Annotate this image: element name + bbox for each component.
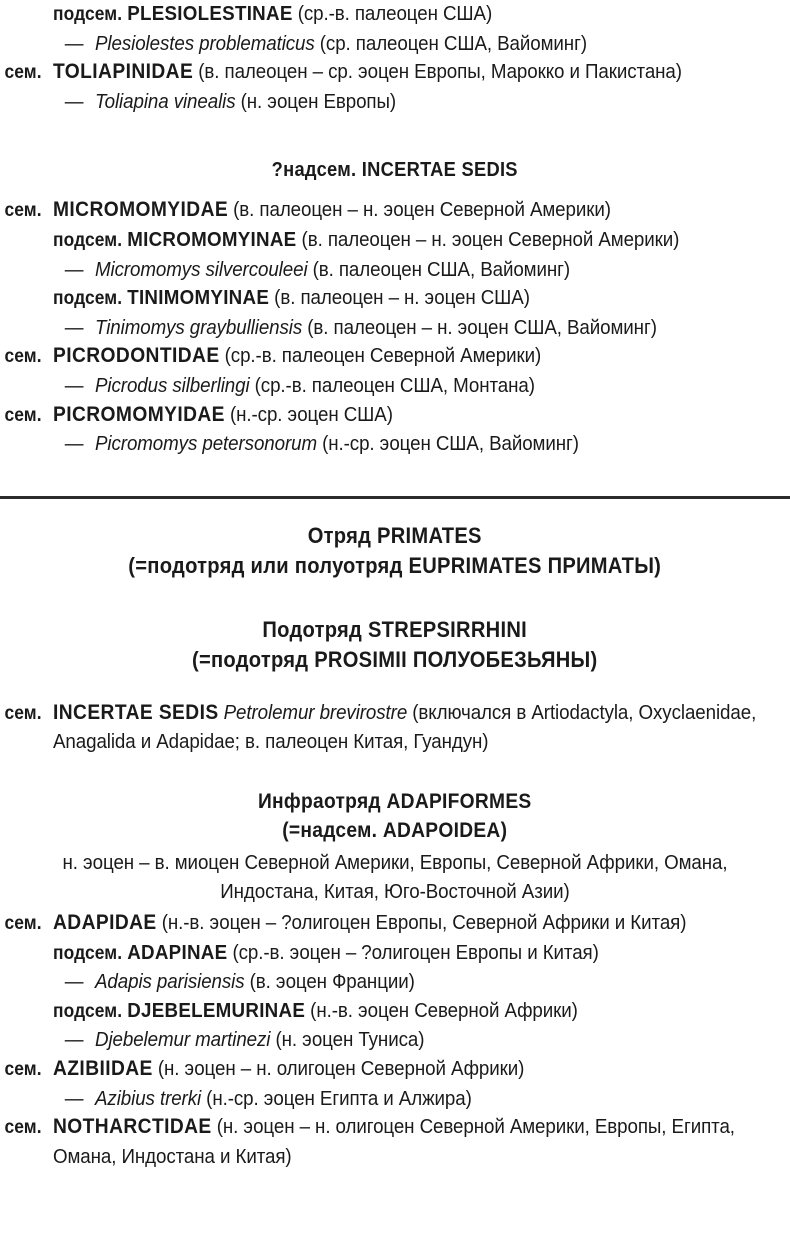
rank-label-family: сем. [4,404,42,426]
rank-label-family: сем. [4,200,42,222]
spacer [0,757,790,787]
taxon-list-adapiformes [0,909,790,1171]
spacer [0,675,790,699]
infraorder-title-line2: (=надсем. ADAPOIDEA) [282,818,508,842]
taxon-name: PICROMOMYIDAE [53,402,225,426]
taxon-name: TINIMOMYINAE [127,286,270,310]
taxon-row-family-adapidae [0,909,790,939]
taxon-row-species [0,88,790,117]
species-range: (ср. палеоцен США, Вайоминг) [319,31,587,55]
species-range: (н. эоцен Европы) [240,89,397,113]
taxon-name: ADAPINAE [127,940,228,964]
taxon-name: PLESIOLESTINAE [127,2,293,25]
taxon-row-species [0,1085,790,1114]
taxon-range: (в. палеоцен – н. эоцен Северной Америки) [301,227,680,251]
species-range: (в. палеоцен США, Вайоминг) [312,257,571,281]
order-title-line1: Отряд PRIMATES [307,522,483,548]
taxon-range: (н.-ср. эоцен США) [229,402,393,426]
taxon-name: ADAPIDAE [53,911,157,935]
taxon-name: PICRODONTIDAE [53,344,220,368]
taxon-range: (ср.-в. эоцен – ?олигоцен Европы и Китая) [232,940,599,964]
bullet-dash-icon: — [64,970,84,994]
spacer [0,459,790,496]
species-range: (в. эоцен Франции) [249,970,415,994]
bullet-dash-icon: — [64,31,84,55]
species-name: Tinimomys graybulliensis [95,315,303,339]
rank-label-family: сем. [4,346,42,368]
taxon-name: AZIBIIDAE [53,1057,153,1081]
spacer [0,581,790,615]
taxon-row-species [0,968,790,997]
taxon-list-plesiadapiformes [0,0,790,116]
taxon-name: NOTHARCTIDAE [53,1115,212,1139]
rank-label-family: сем. [4,1059,42,1081]
taxon-row-family-azibiidae [0,1055,790,1085]
species-name: Azibius trerki [95,1086,202,1110]
taxon-range: (включался в Artiodactyla, Oxyclaenidae, Anagalida и Adapidae; в. палеоцен Китая, Гуандун) [53,700,757,754]
taxon-row-species [0,372,790,401]
species-name: Picrodus silberlingi [95,373,250,397]
bullet-dash-icon: — [64,1028,84,1052]
infraorder-title-line1: Инфраотряд ADAPIFORMES [258,789,532,813]
taxon-row-species [0,1026,790,1055]
species-name: Micromomys silvercouleei [95,257,308,281]
species-name: Adapis parisiensis [95,970,245,994]
rank-label-subfamily: подсем. [53,942,123,964]
taxon-row-species [0,30,790,59]
spacer [0,184,790,196]
bullet-dash-icon: — [64,315,84,339]
rank-label-family: сем. [4,62,42,84]
species-name: Picromomys petersonorum [95,432,318,456]
spacer [0,116,790,156]
taxon-range: (ср.-в. палеоцен США) [297,2,493,25]
rank-label-family: сем. [4,1117,42,1139]
taxon-row-subfamily-plesiolestinae [0,0,790,30]
bullet-dash-icon: — [64,432,84,456]
heading-incertae-sedis-superfamily: ?надсем. INCERTAE SEDIS [271,159,519,182]
taxon-row-family-toliapinidae [0,58,790,88]
taxon-row-species [0,314,790,343]
taxon-list-incertae-sedis [0,196,790,458]
taxon-row-subfamily-djebelemurinae [0,997,790,1027]
order-title-line2: (=подотряд или полуотряд EUPRIMATES ПРИМАТЫ) [128,552,662,578]
taxon-row-species [0,430,790,459]
taxon-name: DJEBELEMURINAE [127,998,306,1022]
species-name: Plesiolestes problematicus [95,31,315,55]
taxon-range: (ср.-в. палеоцен Северной Америки) [224,344,542,368]
taxon-range: (в. палеоцен – ср. эоцен Европы, Марокко и Пакистана) [198,60,682,84]
taxon-row-family-notharctidae [0,1113,790,1171]
infraorder-range-text: н. эоцен – в. миоцен Северной Америки, Европы, Северной Африки, Омана, Индостана, Китая, Юго-Восточной Азии) [62,850,728,903]
species-range: (ср.-в. палеоцен США, Монтана) [254,373,535,397]
taxon-row-family-picromomyidae [0,401,790,431]
taxon-name: MICROMOMYINAE [127,227,297,251]
species-name: Djebelemur martinezi [95,1028,271,1052]
taxon-range: (н. эоцен – н. олигоцен Северной Америки, Европы, Египта, Омана, Индостана и Китая) [53,1115,735,1168]
species-name: Toliapina vinealis [95,89,236,113]
rank-label-family: сем. [4,702,42,724]
bullet-dash-icon: — [64,373,84,397]
suborder-title-line2: (=подотряд PROSIMII ПОЛУОБЕЗЬЯНЫ) [192,646,598,672]
spacer [0,499,790,521]
rank-label-subfamily: подсем. [53,4,123,25]
taxon-row-family-incertae-sedis-petrolemur [0,699,790,757]
taxon-name: MICROMOMYIDAE [53,198,229,222]
taxon-row-family-micromomyidae [0,196,790,226]
suborder-title-line1: Подотряд STREPSIRRHINI [262,616,528,642]
bullet-dash-icon: — [64,257,84,281]
taxon-row-species [0,256,790,285]
species-name: Petrolemur brevirostre [223,700,408,724]
rank-label-subfamily: подсем. [53,229,123,251]
heading-order-primates [0,521,790,581]
species-range: (н.-ср. эоцен США, Вайоминг) [322,432,579,456]
taxon-name: INCERTAE SEDIS [53,700,219,724]
taxon-row-subfamily-micromomyinae [0,226,790,256]
rank-label-subfamily: подсем. [53,288,123,310]
species-range: (н.-ср. эоцен Египта и Алжира) [206,1086,472,1110]
taxon-range: (в. палеоцен – н. эоцен Северной Америки) [233,198,611,222]
rank-label-subfamily: подсем. [53,1000,123,1022]
taxon-row-subfamily-adapinae [0,939,790,969]
heading-infraorder-adapiformes [0,787,790,845]
taxon-range: (в. палеоцен – н. эоцен США) [274,286,530,310]
taxon-row-subfamily-tinimomyinae [0,284,790,314]
taxon-name: TOLIAPINIDAE [53,60,194,84]
bullet-dash-icon: — [64,89,84,113]
bullet-dash-icon: — [64,1086,84,1110]
species-range: (н. эоцен Туниса) [275,1028,425,1052]
species-range: (в. палеоцен – н. эоцен США, Вайоминг) [307,315,657,339]
heading-suborder-strepsirrhini [0,615,790,675]
taxon-range: (н.-в. эоцен Северной Африки) [310,998,578,1022]
taxon-row-family-picrodontidae [0,342,790,372]
infraorder-range-block [0,849,790,906]
rank-label-family: сем. [4,913,42,935]
taxon-range: (н. эоцен – н. олигоцен Северной Африки) [157,1057,525,1081]
taxon-range: (н.-в. эоцен – ?олигоцен Европы, Северной Африки и Китая) [161,911,687,935]
